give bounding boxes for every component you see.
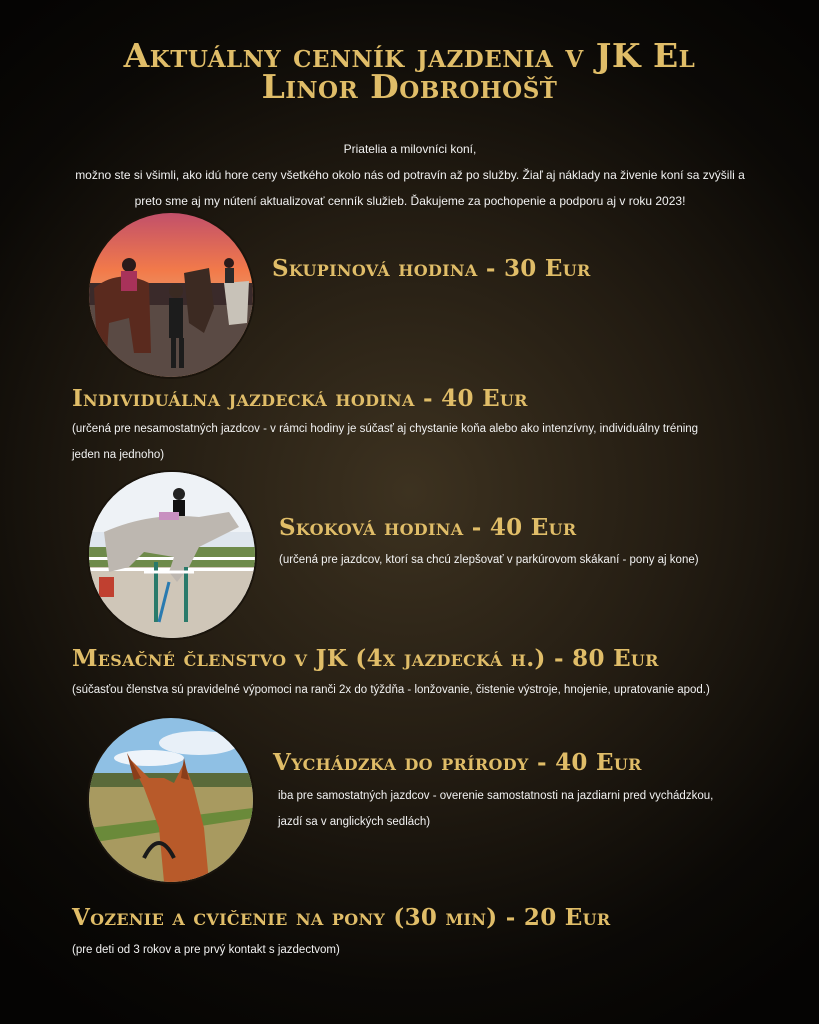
show-jumping-photo <box>87 470 257 640</box>
note-trail-line-1: iba pre samostatných jazdcov - overenie samostatnosti na jazdiarni pred vychádzkou, <box>278 790 714 802</box>
price-individual-lesson: Individuálna jazdecká hodina - 40 Eur <box>72 385 528 412</box>
note-nature-trail <box>278 783 713 835</box>
intro-text <box>60 136 760 214</box>
price-monthly-membership: Mesačné členstvo v JK (4x jazdecká h.) - 80 Eur <box>72 645 659 672</box>
price-nature-trail: Vychádzka do prírody - 40 Eur <box>273 749 642 776</box>
page-title <box>40 36 779 106</box>
sunset-group-riders-photo <box>87 211 255 379</box>
note-pony-rides: (pre deti od 3 rokov a pre prvý kontakt s jazdectvom) <box>72 944 340 956</box>
price-group-lesson: Skupinová hodina - 30 Eur <box>272 255 591 282</box>
price-pony-rides: Vozenie a cvičenie na pony (30 min) - 20 Eur <box>72 904 611 931</box>
price-jumping-lesson: Skoková hodina - 40 Eur <box>279 514 577 541</box>
page-title-line-1: Aktuálny cenník jazdenia v JK El <box>123 36 696 75</box>
intro-greeting: Priatelia a milovníci koní, <box>343 142 477 156</box>
intro-line-2: preto sme aj my nútení aktualizovať cenník služieb. Ďakujeme za pochopenie a podporu aj v roku 2023! <box>134 194 686 208</box>
note-trail-line-2: jazdí sa v anglických sedlách) <box>278 816 431 828</box>
page-title-line-2: Linor Dobrohošť <box>261 67 558 106</box>
note-individual-lesson <box>72 416 772 468</box>
note-jumping-lesson: (určená pre jazdcov, ktorí sa chcú zlepšovať v parkúrovom skákaní - pony aj kone) <box>279 554 699 566</box>
intro-line-1: možno ste si všimli, ako idú hore ceny všetkého okolo nás od potravín až po služby. Žiaľ aj náklady na živenie koní sa zvýšili a <box>75 168 745 182</box>
note-individual-line-2: jeden na jednoho) <box>72 449 165 461</box>
horse-ears-trail-photo <box>87 716 255 884</box>
note-individual-line-1: (určená pre nesamostatných jazdcov - v rámci hodiny je súčasť aj chystanie koňa alebo ako intenzívny, individuálny tréning <box>72 423 699 435</box>
note-monthly-membership: (súčasťou členstva sú pravidelné výpomoci na ranči 2x do týždňa - lonžovanie, čistenie výstroje, hnojenie, upratovanie apod.) <box>72 684 710 696</box>
